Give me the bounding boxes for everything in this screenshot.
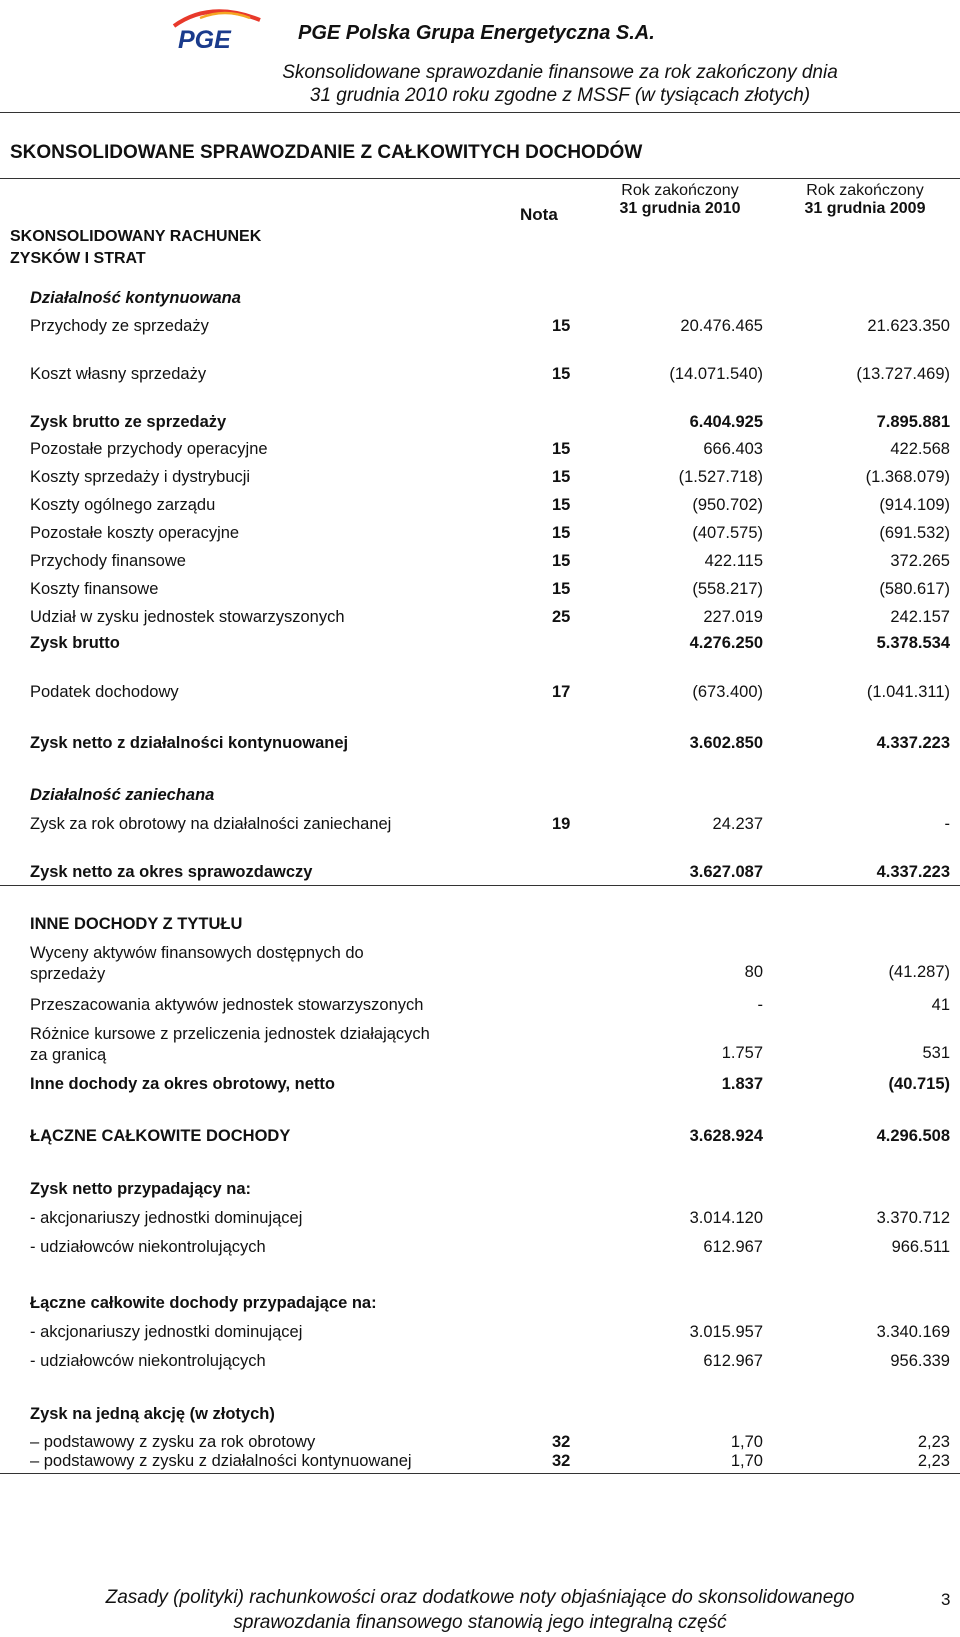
page-number: 3 [941, 1590, 951, 1609]
svg-text:PGE: PGE [178, 26, 231, 50]
report-subtitle-line-2: 31 grudnia 2010 roku zgodne z MSSF (w tysiącach złotych) [309, 85, 811, 106]
header-divider [0, 112, 960, 113]
report-subtitle-line-1: Skonsolidowane sprawozdanie finansowe za rok zakończony dnia [282, 62, 838, 83]
row-divider [0, 885, 960, 886]
table-bottom-divider [0, 1473, 960, 1474]
year-2009-column-header: Rok zakończony 31 grudnia 2009 [804, 182, 926, 217]
pge-logo [170, 6, 270, 50]
company-name: PGE Polska Grupa Energetyczna S.A. [298, 22, 655, 44]
income-statement-heading: SKONSOLIDOWANY RACHUNEK ZYSKÓW I STRAT [10, 228, 262, 267]
statement-title: SKONSOLIDOWANE SPRAWOZDANIE Z CAŁKOWITYCH DOCHODÓW [10, 142, 643, 163]
footer-note-line-1: Zasady (polityki) rachunkowości oraz dodatkowe noty objaśniające do skonsolidowanego [105, 1587, 855, 1608]
year-2010-column-header: Rok zakończony 31 grudnia 2010 [619, 182, 741, 217]
title-divider [0, 178, 960, 179]
footer-note-line-2: sprawozdania finansowego stanowią jego integralną część [233, 1612, 727, 1633]
nota-column-header: Nota [520, 205, 558, 224]
